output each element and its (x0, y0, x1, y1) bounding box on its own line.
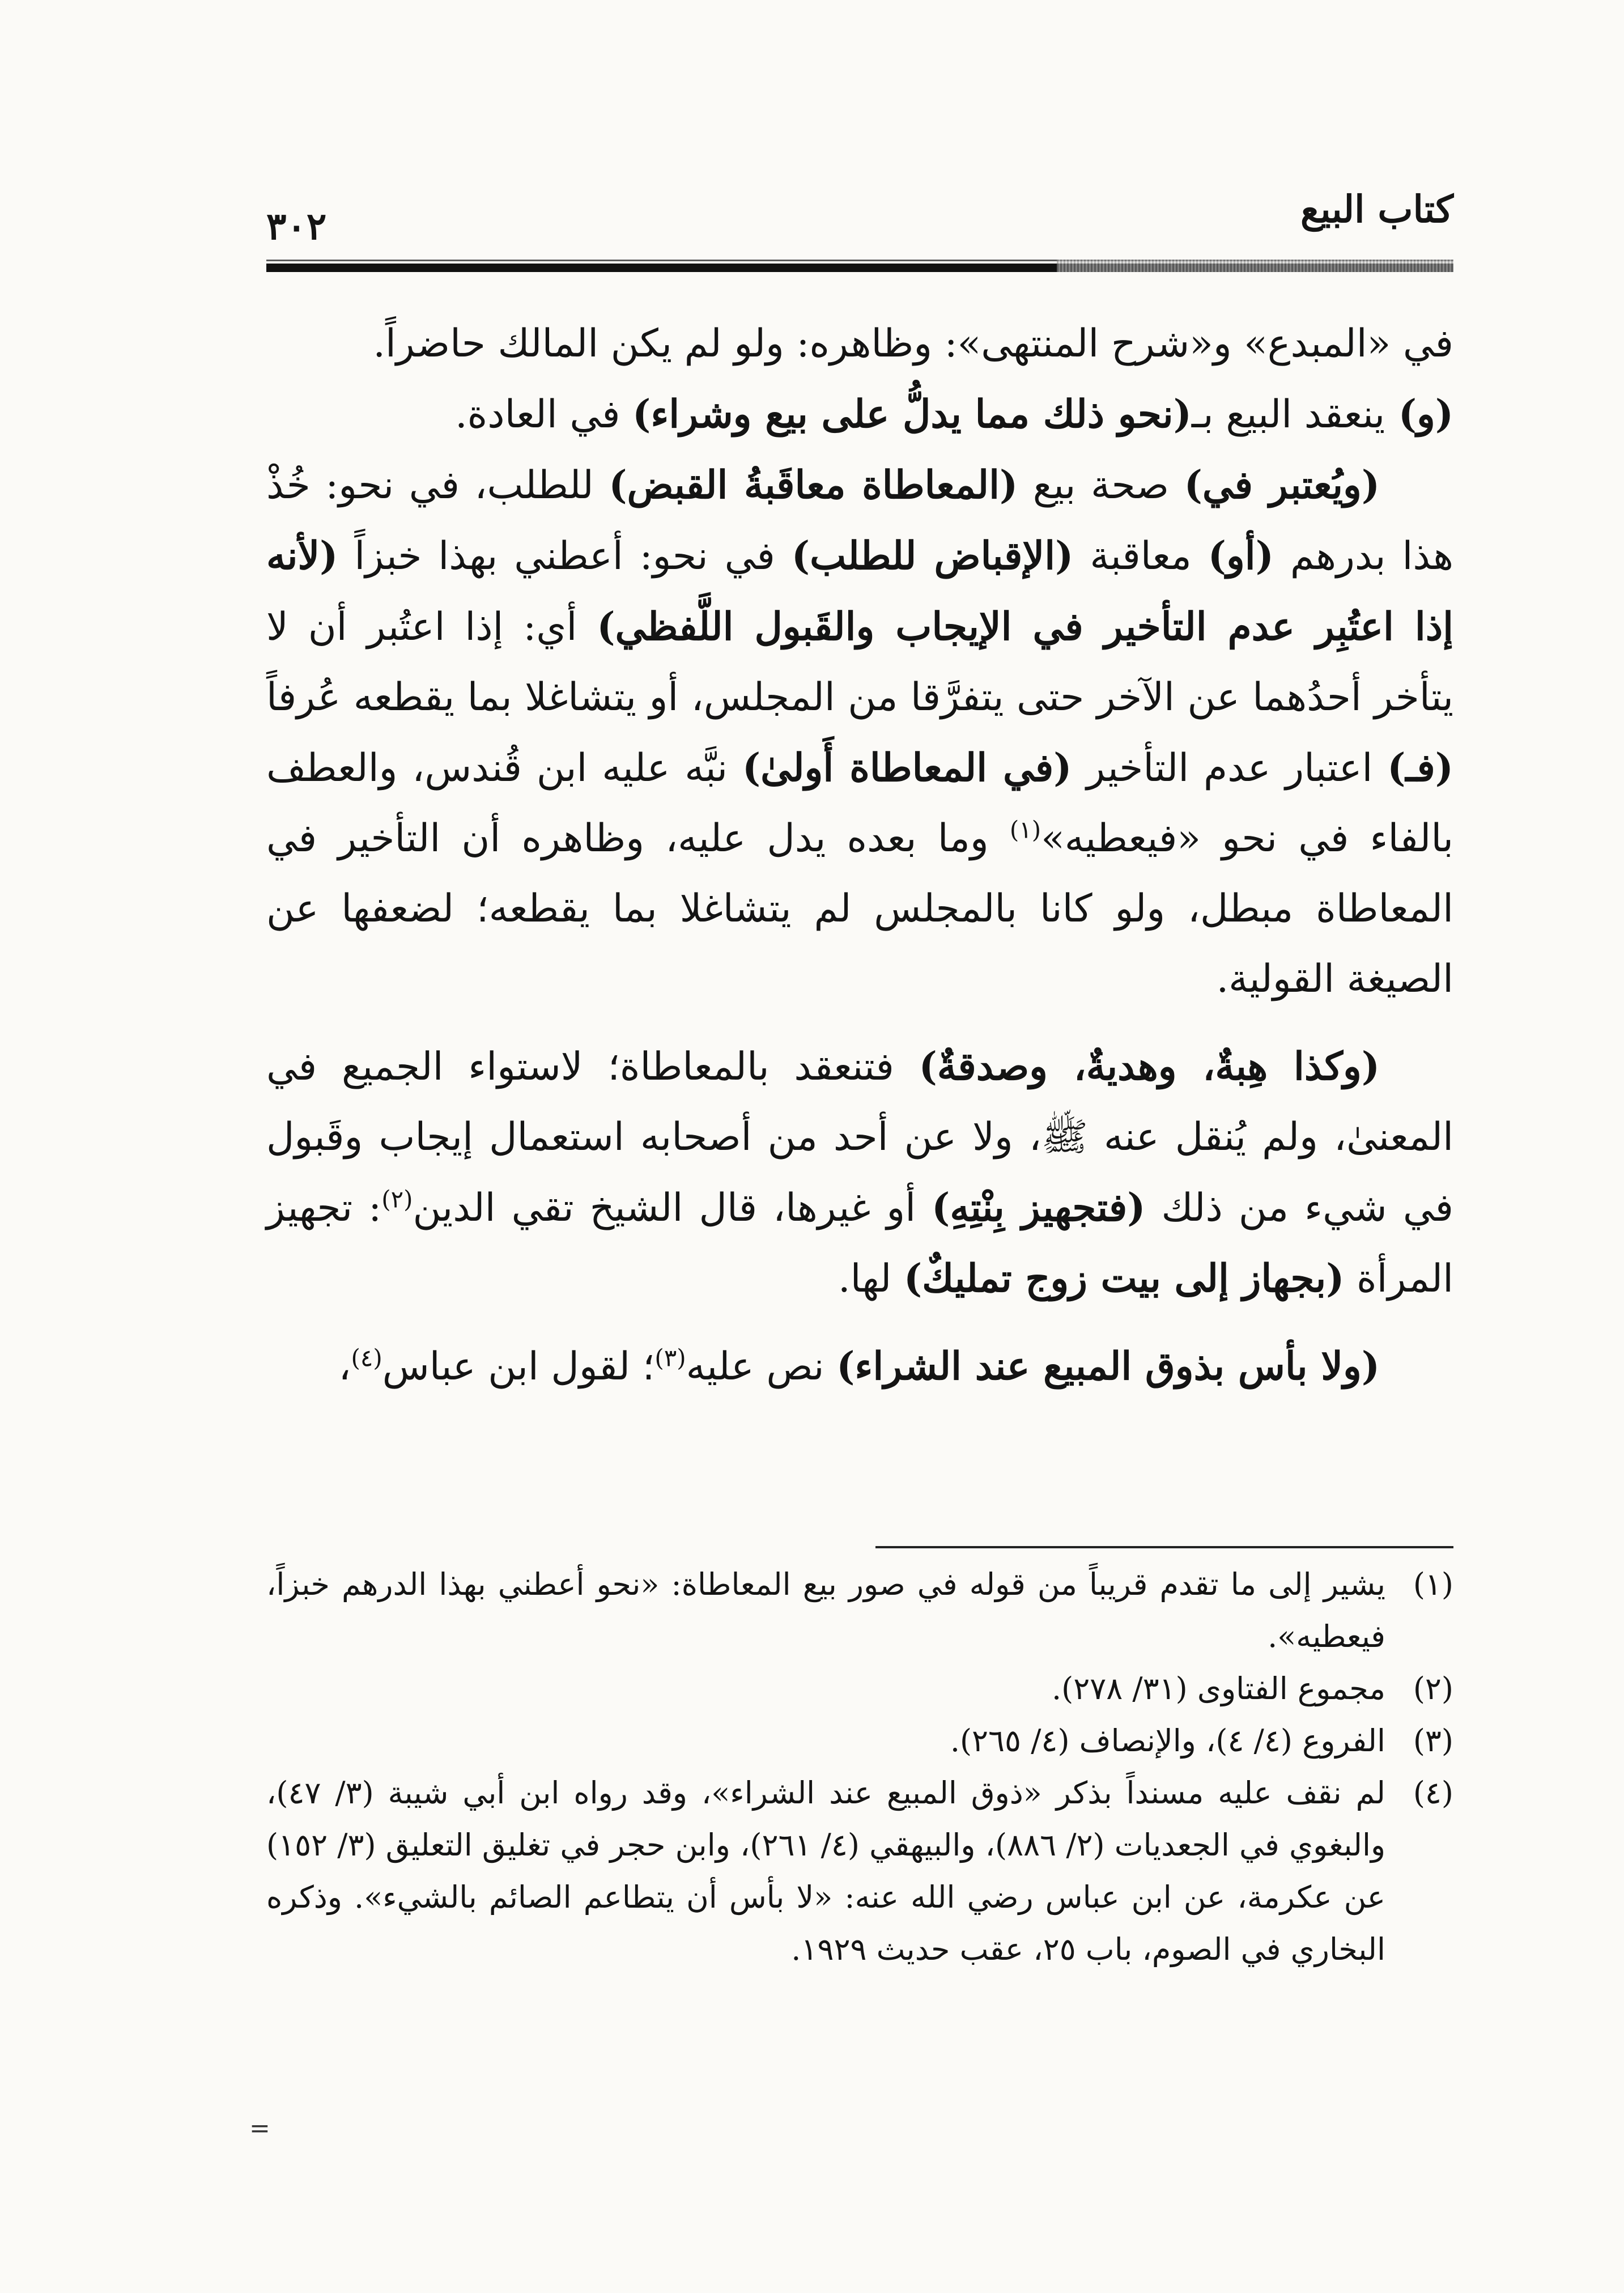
sharh-text: في نحو: أعطني بهذا خبزاً (338, 534, 792, 579)
sharh-text: ، (338, 1344, 351, 1389)
matn-text: (فـ) (1387, 745, 1453, 791)
paragraph (266, 1331, 1453, 1402)
margin-mark: = (249, 2114, 270, 2143)
running-header (266, 187, 1453, 289)
footnote-number: (١) (1413, 1566, 1453, 1602)
footnote-ref: (٤) (351, 1344, 382, 1372)
footnote (266, 1663, 1453, 1715)
sharh-text: للطلب، في نحو: خُذْ هذا بدرهم (266, 463, 1453, 579)
main-text (266, 309, 1453, 1402)
paragraph (266, 450, 1453, 1014)
sharh-text: أو غيرها، قال الشيخ تقي الدين (413, 1186, 932, 1230)
footnote-text: لم نقف عليه مسنداً بذكر «ذوق المبيع عند الشراء»، وقد رواه ابن أبي شيبة (٣/ ٤٧)، والبغوي في الجعديات (٢/ ٨٨٦)، والبيهقي (٤/ ٢٦١)، وابن حجر في تغليق التعليق (٣/ ١٥٢) عن عكرمة، عن ابن عباس رضي الله عنه: «لا بأس أن يتطاعم الصائم بالشيء». وذكره البخاري في الصوم، باب ٢٥، عقب حديث ١٩٢٩. (266, 1775, 1386, 1967)
sharh-text: اعتبار عدم التأخير (1072, 746, 1388, 791)
matn-text: (فتجهيز بِنْتِهِ) (932, 1185, 1146, 1230)
footnote-number: (٢) (1413, 1671, 1453, 1706)
page-number: ٣٠٢ (266, 204, 327, 248)
sharh-text: : تجهيز المرأة (266, 1186, 1453, 1301)
paragraph (266, 1031, 1453, 1314)
footnote (266, 1767, 1453, 1976)
sharh-text: أي: إذا اعتُبر أن لا يتأخر أحدُهما عن الآخر حتى يتفرَّقا من المجلس، أو يتشاغلا بما يقطعه عُرفاً (266, 605, 1453, 720)
paragraph (266, 379, 1453, 450)
matn-text: (و) (1385, 392, 1453, 437)
sharh-text: فتنعقد بالمعاطاة؛ لاستواء الجميع في المعنىٰ، ولم يُنقل عنه ﷺ، ولا عن أحد من أصحابه استعمال إيجاب وقَبول في شيء من ذلك (266, 1044, 1453, 1230)
sharh-text: لها. (837, 1256, 904, 1301)
paragraph (266, 309, 1453, 379)
footnotes (266, 1559, 1453, 1976)
sharh-text: نبَّه عليه ابن قُندس، والعطف بالفاء في نحو «فيعطيه» (266, 746, 1454, 861)
matn-text: (بجهاز إلى بيت زوج تمليكٌ) (904, 1256, 1345, 1301)
footnote-number: (٤) (1413, 1775, 1453, 1811)
sharh-text: ينعقد البيع بـ (1191, 392, 1385, 437)
sharh-text: صحة بيع (1018, 463, 1184, 508)
footnote-text: مجموع الفتاوى (٣١/ ٢٧٨). (1051, 1671, 1385, 1706)
footnote-ref: (٣) (654, 1344, 686, 1372)
sharh-text: ؛ لقول ابن عباس (382, 1344, 655, 1389)
sharh-text: في «المبدع» و«شرح المنتهى»: وظاهره: ولو لم يكن المالك حاضراً. (373, 321, 1453, 366)
matn-text: (ويُعتبر في) (1184, 462, 1380, 508)
matn-text: (الإقباض للطلب) (791, 533, 1074, 579)
matn-text: (المعاطاة معاقَبةُ القبض) (609, 462, 1018, 508)
footnote-ref: (٢) (381, 1185, 413, 1213)
matn-text: (وكذا هِبةٌ، وهديةٌ، وصدقةٌ) (919, 1044, 1380, 1089)
matn-text: (لأنه إذا اعتُبِر عدم التأخير في الإيجاب والقَبول اللَّفظي) (266, 533, 1453, 649)
sharh-text: نص عليه (686, 1344, 837, 1389)
matn-text: (ولا بأس بذوق المبيع عند الشراء) (836, 1344, 1380, 1389)
matn-text: (نحو ذلك مما يدلُّ على بيع وشراء) (632, 392, 1192, 437)
footnote (266, 1715, 1453, 1767)
footnote-separator (875, 1546, 1453, 1548)
matn-text: (في المعاطاة أَولىٰ) (742, 745, 1072, 791)
chapter-title: كتاب البيع (1300, 187, 1453, 231)
footnote-number: (٣) (1413, 1723, 1453, 1759)
sharh-text: وما بعده يدل عليه، وظاهره أن التأخير في المعاطاة مبطل، ولو كانا بالمجلس لم يتشاغلا بما يقطعه؛ لضعفها عن الصيغة القولية. (266, 816, 1453, 1001)
footnote-text: يشير إلى ما تقدم قريباً من قوله في صور بيع المعاطاة: «نحو أعطني بهذا الدرهم خبزاً، فيعطيه». (266, 1566, 1385, 1654)
sharh-text: معاقبة (1073, 534, 1208, 579)
footnote-text: الفروع (٤/ ٤)، والإنصاف (٤/ ٢٦٥). (950, 1723, 1385, 1759)
header-rule (266, 260, 1453, 272)
footnote-ref: (١) (1009, 816, 1041, 844)
matn-text: (أو) (1208, 533, 1274, 579)
sharh-text: في العادة. (455, 392, 633, 437)
footnote (266, 1559, 1453, 1663)
